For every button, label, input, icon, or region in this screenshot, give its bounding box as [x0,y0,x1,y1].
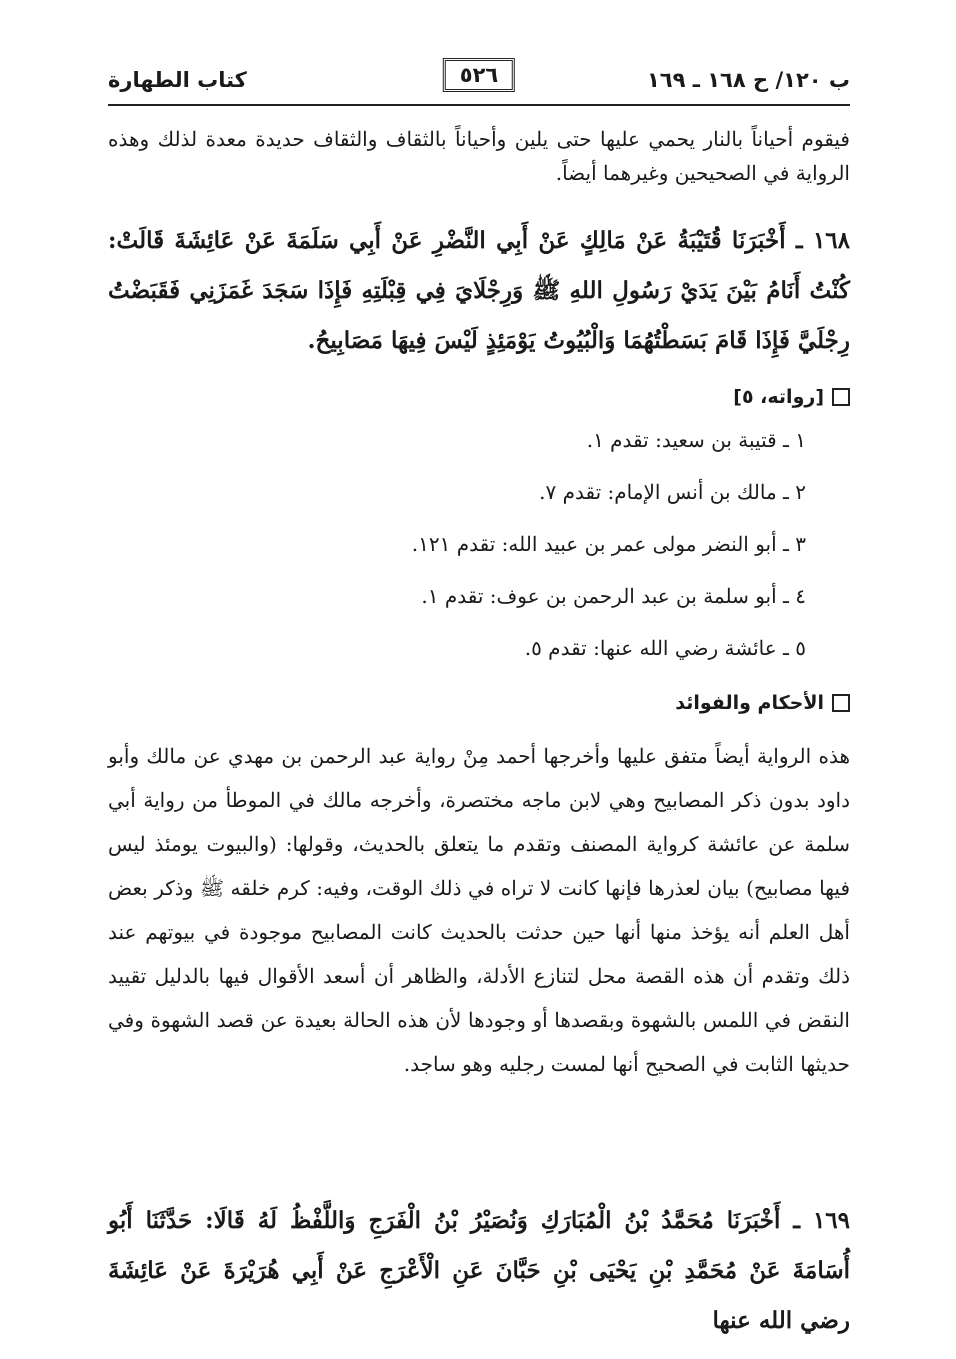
rulings-heading [675,692,850,714]
checkbox-square-icon [832,388,850,406]
page-number: ٥٢٦ [443,58,515,92]
page-header [108,63,850,98]
rulings-paragraph: هذه الرواية أيضاً متفق عليها وأخرجها أحمد مِنْ رواية عبد الرحمن بن مهدي عن مالك وأبو داود بدون ذكر المصابيح وهي لابن ماجه مختصرة، وأخرجه مالك في الموطأ من رواية أبي سلمة عن عائشة كرواية المصنف وتقدم ما يتعلق بالحديث، وقولها: (والبيوت يومئذ ليس فيها مصابيح) بيان لعذرها فإنها كانت لا تراه في ذلك الوقت، وفيه: كرم خلقه ﷺ وذكر بعض أهل العلم أنه يؤخذ منها أنها حين حدثت بالحديث كانت المصابيح موجودة في بيوتهم عند ذلك وتقدم أن هذه القصة محل لتنازع الأدلة، والظاهر أن أسعد الأقوال فيها بالدليل تقييد النقض في اللمس بالشهوة وبقصدها أو وجودها لأن هذه الحالة بعيدة عن قصد الشهوة وفي حديثها الثابت في الصحيح أنها لمست رجليه وهو ساجد. [108,744,850,1076]
narrator-item: ٥ ـ عائشة رضي الله عنها: تقدم ٥. [524,636,806,660]
narrator-item: ٣ ـ أبو النضر مولى عمر بن عبيد الله: تقدم ١٢١. [411,532,806,556]
hadith-168: ١٦٨ ـ أَخْبَرَنَا قُتَيْبَةُ عَنْ مَالِكٍ عَنْ أَبِي النَّضْرِ عَنْ أَبِي سَلَمَةَ عَنْ عَائِشَةَ قَالَتْ: كُنْتُ أَنَامُ بَيْنَ يَدَيْ رَسُولِ اللهِ ﷺ وَرِجْلَايَ فِي قِبْلَتِهِ فَإِذَا سَجَدَ غَمَزَنِي فَقَبَضْتُ رِجْلَيَّ فَإِذَا قَامَ بَسَطْتُهُمَا وَالْبُيُوتُ يَوْمَئِذٍ لَيْسَ فِيهَا مَصَابِيحُ. [108,227,850,354]
checkbox-square-icon [832,694,850,712]
chapter-reference: ب ١٢٠/ ح ١٦٨ ـ ١٦٩ [646,68,850,92]
narrators-heading-text: [رواته، ٥] [733,386,824,408]
narrator-item: ١ ـ قتيبة بن سعيد: تقدم ١. [586,428,806,452]
narrator-item: ٢ ـ مالك بن أنس الإمام: تقدم ٧. [539,480,806,504]
hadith-169: ١٦٩ ـ أَخْبَرَنَا مُحَمَّدُ بْنُ الْمُبَارَكِ وَنُصَيْرُ بْنُ الْفَرَجِ وَاللَّفْظُ لَهُ قَالَا: حَدَّثَنَا أَبُو أُسَامَةَ عَنْ مُحَمَّدِ بْنِ يَحْيَى بْنِ حَبَّانَ عَنِ الْأَعْرَجِ عَنْ أَبِي هُرَيْرَةَ عَنْ عَائِشَةَ رضي الله عنها [108,1207,850,1334]
book-title: كتاب الطهارة [108,68,247,92]
rulings-heading-text: الأحكام والفوائد [675,692,824,714]
narrator-item: ٤ ـ أبو سلمة بن عبد الرحمن بن عوف: تقدم ١. [421,584,806,608]
header-rule [108,104,850,106]
intro-paragraph: فيقوم أحياناً بالنار يحمي عليها حتى يلين وأحياناً بالثقاف والثقاف حديدة معدة لذلك وهذه الرواية في الصحيحين وغيرهما أيضاً. [108,127,850,185]
narrators-heading [733,386,850,408]
